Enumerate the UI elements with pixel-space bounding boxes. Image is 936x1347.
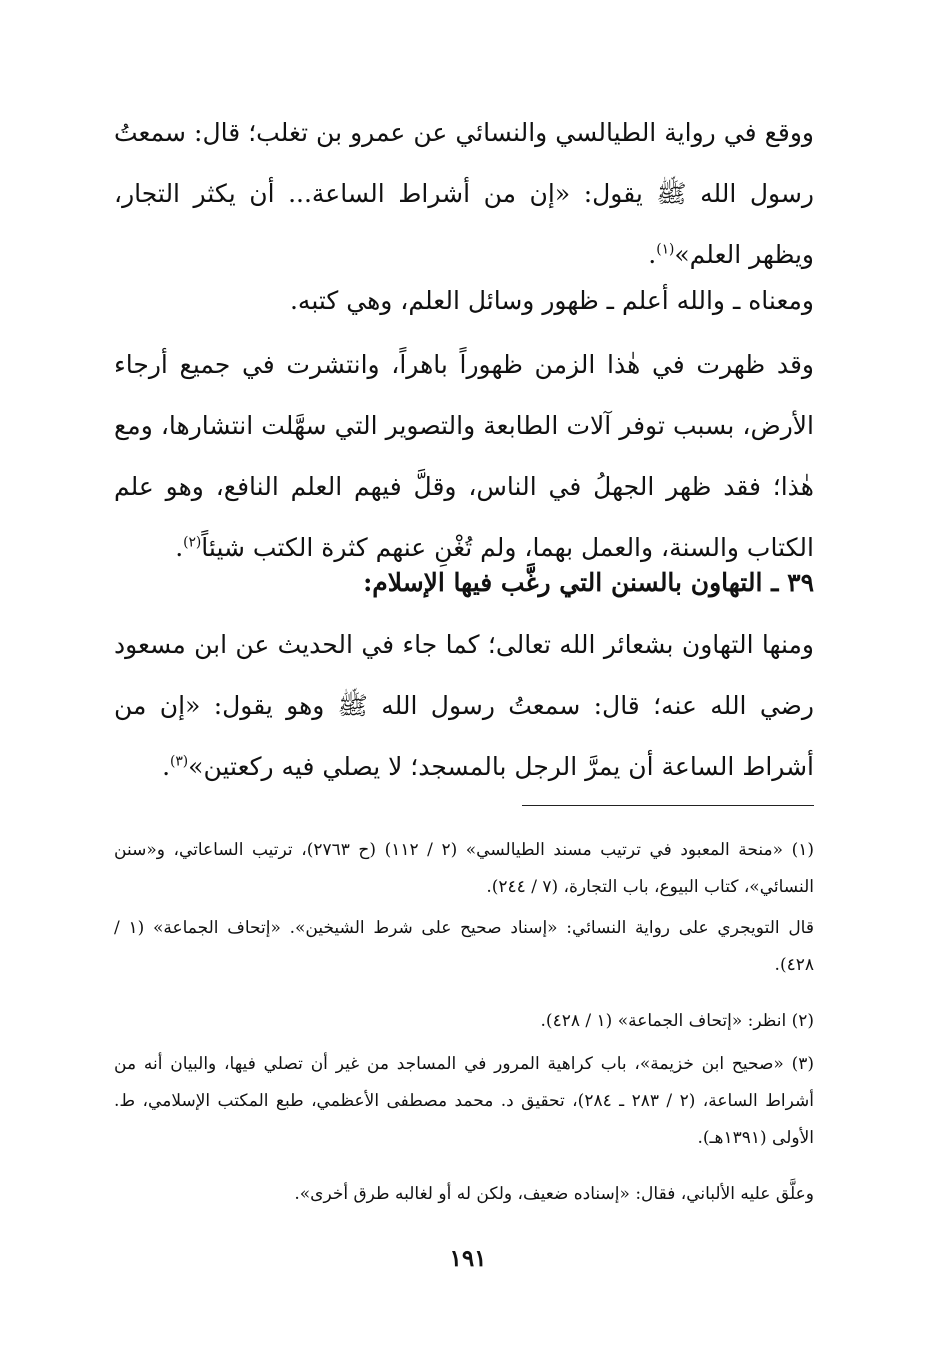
paragraph-1-end: .: [648, 240, 657, 269]
paragraph-4: [114, 614, 814, 797]
paragraph-4-end: .: [162, 752, 171, 781]
paragraph-3-text: وقد ظهرت في هٰذا الزمن ظهوراً باهراً، وانتشرت في جميع أرجاء الأرض، بسبب توفر آلات الطابعة والتصوير التي سهَّلت انتشارها، ومع هٰذا؛ فقد ظهر الجهلُ في الناس، وقلَّ فيهم العلم النافع، وهو علم الكتاب والسنة، والعمل بهما، ولم تُغْنِ عنهم كثرة الكتب شيئاً: [114, 350, 814, 562]
footnote-ref-1[interactable]: (١): [656, 241, 675, 258]
footnote-3-comment: وعلَّق عليه الألباني، فقال: «إسناده ضعيف، ولكن له أو لغالبه طرق أخرى».: [294, 1184, 814, 1204]
paragraph-3-end: .: [175, 533, 184, 562]
footnote-separator: [522, 805, 814, 806]
footnote-1-comment: قال التويجري على رواية النسائي: «إسناد صحيح على شرط الشيخين». «إتحاف الجماعة» (١ / ٤٢٨).: [114, 918, 814, 975]
footnote-ref-3[interactable]: (٣): [170, 753, 189, 770]
paragraph-3: [114, 334, 814, 578]
page-number: ١٩١: [449, 1245, 487, 1272]
footnote-3: (٣) «صحيح ابن خزيمة»، باب كراهية المرور في المساجد من غير أن تصلي فيها، والبيان أنه من أشراط الساعة، (٢ / ٢٨٣ ـ ٢٨٤)، تحقيق د. محمد مصطفى الأعظمي، طبع المكتب الإسلامي، ط. الأولى (١٣٩١هـ).: [114, 1054, 814, 1148]
footnote-1: (١) «منحة المعبود في ترتيب مسند الطيالسي» (٢ / ١١٢) (ح ٢٧٦٣)، ترتيب الساعاتي، و«سنن النسائي»، كتاب البيوع، باب التجارة، (٧ / ٢٤٤).: [114, 840, 814, 897]
paragraph-4-text: ومنها التهاون بشعائر الله تعالى؛ كما جاء في الحديث عن ابن مسعود رضي الله عنه؛ قال: سمعتُ رسول الله ﷺ وهو يقول: «إن من أشراط الساعة أن يمرَّ الرجل بالمسجد؛ لا يصلي فيه ركعتين»: [114, 630, 814, 781]
footnote-2: (٢) انظر: «إتحاف الجماعة» (١ / ٤٢٨).: [540, 1011, 814, 1031]
paragraph-1-text: ووقع في رواية الطيالسي والنسائي عن عمرو بن تغلب؛ قال: سمعتُ رسول الله ﷺ يقول: «إن من أشراط الساعة... أن يكثر التجار، ويظهر العلم»: [114, 118, 814, 269]
paragraph-1: [114, 102, 814, 285]
section-heading: ٣٩ ـ التهاون بالسنن التي رغَّب فيها الإسلام:: [363, 568, 814, 597]
paragraph-2: ومعناه ـ والله أعلم ـ ظهور وسائل العلم، وهي كتبه.: [289, 286, 814, 315]
footnote-ref-2[interactable]: (٢): [183, 534, 202, 551]
